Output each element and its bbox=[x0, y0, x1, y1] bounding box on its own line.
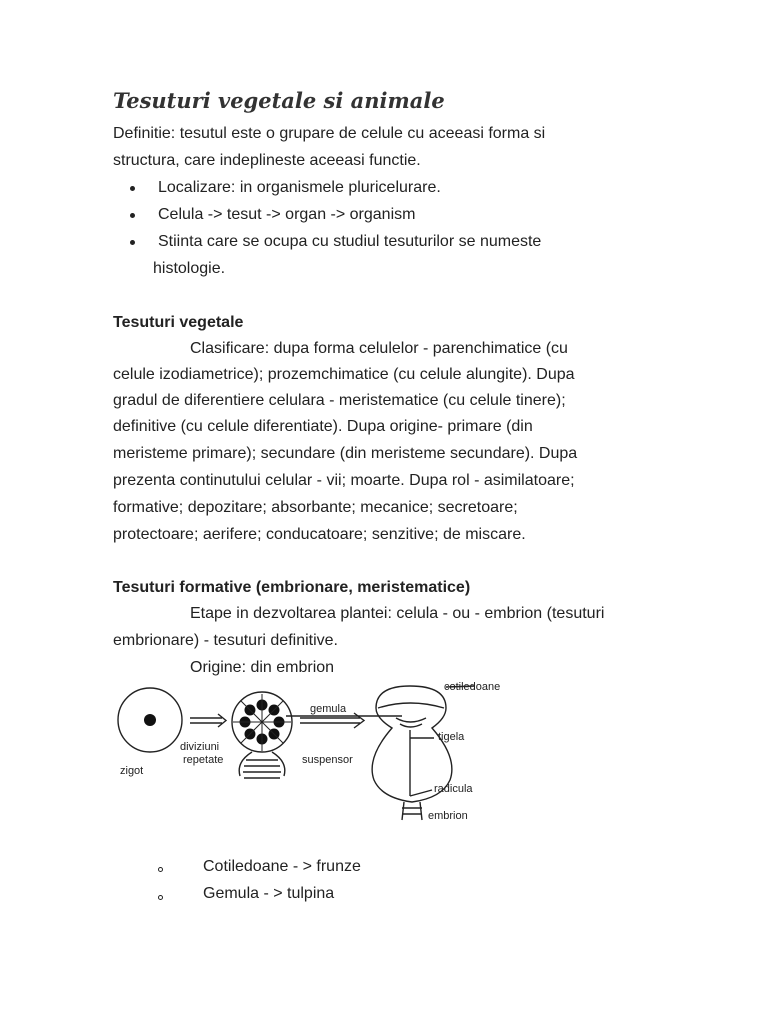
radicle-base bbox=[402, 802, 422, 820]
arrow-icon bbox=[300, 713, 364, 728]
vegetale-line: definitive (cu celule diferentiate). Dupa origine- primare (din bbox=[113, 418, 533, 435]
sublist-item: Cotiledoane - > frunze bbox=[203, 858, 361, 875]
label-repetate: repetate bbox=[183, 754, 224, 766]
formative-line: embrionare) - tesuturi definitive. bbox=[113, 632, 338, 649]
bullet-dot bbox=[130, 213, 135, 218]
label-gemula: gemula bbox=[310, 703, 347, 715]
embryo-development-diagram bbox=[110, 678, 550, 828]
definition-line-1: Definitie: tesutul este o grupare de celule cu aceeasi forma si bbox=[113, 125, 546, 142]
vegetale-line: celule izodiametrice); prozemchimatice (cu celule alungite). Dupa bbox=[113, 366, 575, 383]
leader-line bbox=[410, 790, 432, 796]
bullet-dot bbox=[130, 240, 135, 245]
formative-line: Etape in dezvoltarea plantei: celula - ou - embrion (tesuturi bbox=[190, 605, 605, 622]
label-diviziuni: diviziuni bbox=[180, 741, 220, 753]
vegetale-line: protectoare; aerifere; conducatoare; senzitive; de miscare. bbox=[113, 526, 526, 543]
arrow-icon bbox=[190, 714, 226, 727]
label-cotiledoane: cotiledoane bbox=[444, 681, 501, 693]
vegetale-line: formative; depozitare; absorbante; mecanice; secretoare; bbox=[113, 499, 518, 516]
label-suspensor: suspensor bbox=[302, 754, 353, 766]
section-heading-vegetale: Tesuturi vegetale bbox=[113, 314, 244, 331]
sublist-bullet bbox=[158, 895, 163, 900]
section-heading-formative: Tesuturi formative (embrionare, meristematice) bbox=[113, 579, 471, 596]
label-zigot: zigot bbox=[120, 765, 144, 777]
formative-line: Origine: din embrion bbox=[190, 659, 335, 676]
vegetale-line: Clasificare: dupa forma celulelor - parenchimatice (cu bbox=[190, 340, 568, 357]
sublist-item: Gemula - > tulpina bbox=[203, 885, 335, 902]
label-tigela: tigela bbox=[438, 731, 465, 743]
vegetale-line: meristeme primare); secundare (din meristeme secundare). Dupa bbox=[113, 445, 578, 462]
gemula-shape bbox=[396, 718, 426, 727]
suspensor-shape bbox=[239, 752, 285, 778]
bullet-item-continuation: histologie. bbox=[153, 260, 226, 277]
bullet-item: Localizare: in organismele pluricelurare. bbox=[158, 179, 441, 196]
bullet-item: Stiinta care se ocupa cu studiul tesuturilor se numeste bbox=[158, 233, 542, 250]
bullet-dot bbox=[130, 186, 135, 191]
vegetale-line: gradul de diferentiere celulara - meristematice (cu celule tinere); bbox=[113, 392, 566, 409]
label-radicula: radicula bbox=[434, 783, 473, 795]
zigot-nucleus bbox=[144, 714, 156, 726]
cotyledon-line bbox=[378, 703, 444, 708]
bullet-item: Celula -> tesut -> organ -> organism bbox=[158, 206, 416, 223]
label-embrion: embrion bbox=[428, 810, 468, 822]
vegetale-line: prezenta continutului celular - vii; moarte. Dupa rol - asimilatoare; bbox=[113, 472, 575, 489]
definition-line-2: structura, care indeplineste aceeasi functie. bbox=[113, 152, 421, 169]
sublist-bullet bbox=[158, 867, 163, 872]
page-title: Tesuturi vegetale si animale bbox=[113, 88, 445, 113]
